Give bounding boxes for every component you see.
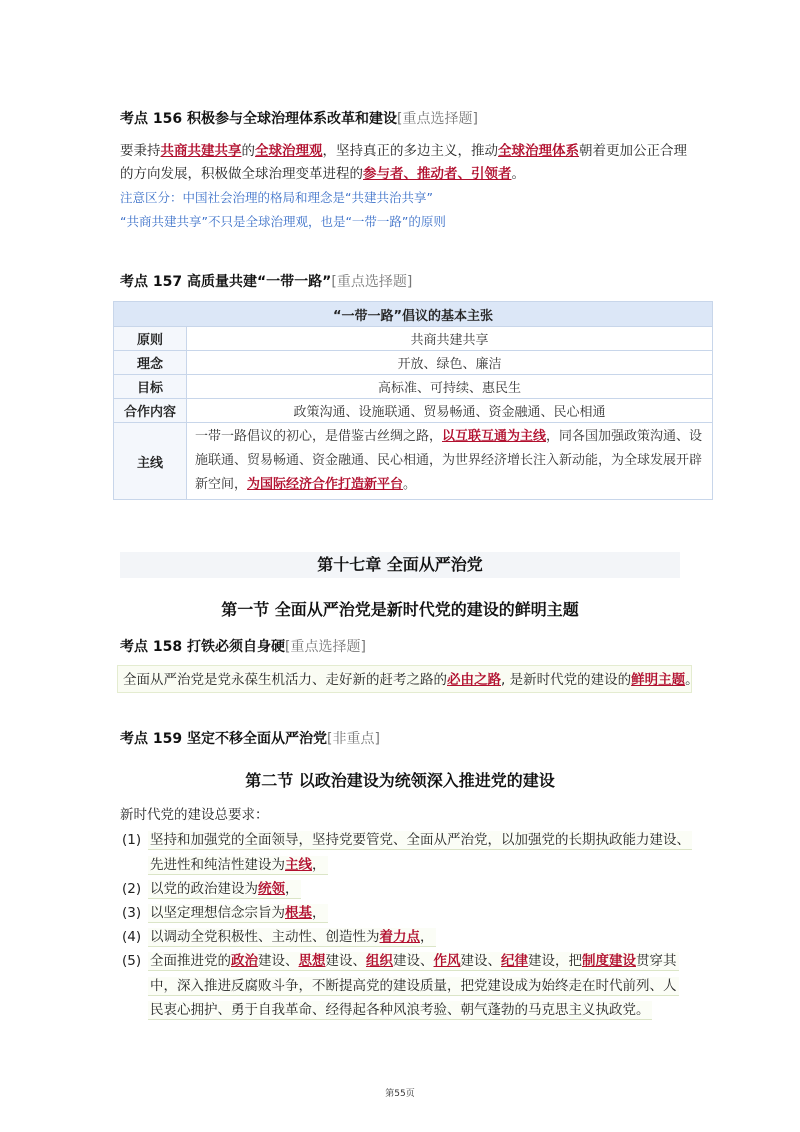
highlight: 制度建设	[582, 953, 636, 969]
text: 全面推进党的	[150, 953, 231, 969]
text: 全面从严治党是党永葆生机活力、走好新的赶考之路的	[123, 672, 447, 688]
kp158-paragraph	[117, 665, 699, 693]
row-label: 理念	[114, 351, 187, 375]
text: 。	[403, 477, 417, 492]
highlight: 必由之路	[447, 672, 501, 688]
list-number: (5)	[122, 953, 142, 969]
kp159-heading	[120, 728, 380, 748]
highlight: 根基	[285, 905, 312, 921]
list-item-continuation	[148, 974, 679, 994]
text: 要秉持	[120, 143, 161, 159]
text: 先进性和纯洁性建设为	[150, 857, 285, 873]
text: ，同各国加强政策沟通、设施联通、贸易畅通、资金融通、民心相通，为世界经济增长注入新动能，为全球发展开辟新空间，	[195, 429, 703, 492]
row-value: 政策沟通、设施联通、贸易畅通、资金融通、民心相通	[187, 399, 713, 423]
highlight: 政治	[231, 953, 258, 969]
kp156-note-2: “共商共建共享”不只是全球治理观，也是“一带一路”的原则	[120, 214, 446, 229]
text: 。	[685, 672, 699, 688]
text: 坚持和加强党的全面领导，坚持党要管党、全面从严治党，以加强党的长期执政能力建设、	[150, 832, 690, 848]
row-value: 共商共建共享	[187, 327, 713, 351]
row-label: 合作内容	[114, 399, 187, 423]
list-item	[122, 949, 679, 969]
text: 。	[511, 166, 525, 182]
text: 以党的政治建设为	[150, 881, 258, 897]
table-header-row	[114, 302, 713, 327]
row-value-main	[187, 423, 713, 500]
section-1-title: 第一节 全面从严治党是新时代党的建设的鲜明主题	[221, 600, 579, 619]
kp159-tag: [非重点]	[326, 731, 380, 747]
table-row	[114, 375, 713, 399]
text: 建设、	[460, 953, 501, 969]
kp158-title: 考点 158 打铁必须自身硬	[120, 639, 285, 655]
list-item	[122, 828, 692, 848]
text: 中，深入推进反腐败斗争，不断提高党的建设质量，把党建设成为始终走在时代前列、人	[150, 978, 677, 994]
kp156-title: 考点 156 积极参与全球治理体系改革和建设	[120, 111, 397, 127]
kp158-heading	[120, 636, 366, 656]
belt-road-table	[113, 301, 713, 500]
text: 贯穿其	[636, 953, 677, 969]
row-value: 高标准、可持续、惠民生	[187, 375, 713, 399]
text: 建设、	[325, 953, 366, 969]
requirements-intro: 新时代党的建设总要求：	[120, 807, 269, 823]
list-item-continuation	[148, 853, 328, 873]
table-row-main	[114, 423, 713, 500]
text: ，	[285, 881, 299, 897]
highlight: 组织	[366, 953, 393, 969]
section-2-title: 第二节 以政治建设为统领深入推进党的建设	[245, 771, 555, 790]
highlight: 作风	[433, 953, 461, 969]
kp159-title: 考点 159 坚定不移全面从严治党	[120, 731, 327, 747]
kp156-heading	[120, 108, 478, 128]
kp156-paragraph	[120, 140, 690, 186]
text: 的	[241, 143, 255, 159]
list-number: (1)	[122, 832, 142, 848]
text: 以调动全党积极性、主动性、创造性为	[150, 929, 380, 945]
text: 以坚定理想信念宗旨为	[150, 905, 285, 921]
list-item	[122, 925, 436, 945]
table-row	[114, 327, 713, 351]
text: 建设，把	[528, 953, 582, 969]
highlight: 以互联互通为主线	[442, 429, 547, 444]
kp157-tag: [重点选择题]	[331, 274, 413, 290]
text: ，坚持真正的多边主义，推动	[322, 143, 498, 159]
text: ，	[420, 929, 434, 945]
list-item	[122, 901, 328, 921]
list-number: (3)	[122, 905, 142, 921]
table-title: “一带一路”倡议的基本主张	[114, 302, 713, 327]
highlight: 纪律	[501, 953, 528, 969]
list-number: (4)	[122, 929, 142, 945]
table-row	[114, 351, 713, 375]
text: , 是新时代党的建设的	[501, 672, 632, 688]
text: 朝着更加公正合理的方向发展，积极做全球治理变革进程的	[120, 143, 687, 182]
row-label: 目标	[114, 375, 187, 399]
highlight: 鲜明主题	[631, 672, 686, 688]
row-label: 主线	[114, 423, 187, 500]
page-number: 第55页	[385, 1089, 415, 1099]
text: 一带一路倡议的初心，是借鉴古丝绸之路，	[195, 429, 443, 444]
text: 民衷心拥护、勇于自我革命、经得起各种风浪考验、朝气蓬勃的马克思主义执政党。	[150, 1002, 650, 1018]
row-label: 原则	[114, 327, 187, 351]
highlight: 为国际经济合作打造新平台	[247, 477, 404, 492]
kp156-note-1: 注意区分：中国社会治理的格局和理念是“共建共治共享”	[120, 190, 433, 205]
text: ，	[312, 905, 326, 921]
highlight: 全球治理体系	[498, 143, 579, 159]
highlight: 全球治理观	[255, 143, 323, 159]
highlight: 统领	[258, 881, 285, 897]
kp157-heading	[120, 271, 412, 291]
text: 建设、	[258, 953, 299, 969]
kp157-title: 考点 157 高质量共建“一带一路”	[120, 274, 332, 290]
list-item	[122, 877, 301, 897]
kp156-tag: [重点选择题]	[396, 111, 478, 127]
table-row	[114, 399, 713, 423]
text: ，	[312, 857, 326, 873]
text: 建设、	[393, 953, 434, 969]
list-number: (2)	[122, 881, 142, 897]
kp158-tag: [重点选择题]	[284, 639, 366, 655]
highlight: 主线	[285, 857, 312, 873]
chapter-title: 第十七章 全面从严治党	[120, 552, 680, 578]
list-item-continuation	[148, 998, 652, 1018]
row-value: 开放、绿色、廉洁	[187, 351, 713, 375]
highlight: 着力点	[379, 929, 420, 945]
highlight: 共商共建共享	[160, 143, 242, 159]
highlight: 思想	[298, 953, 326, 969]
highlight: 参与者、推动者、引领者	[363, 166, 512, 182]
